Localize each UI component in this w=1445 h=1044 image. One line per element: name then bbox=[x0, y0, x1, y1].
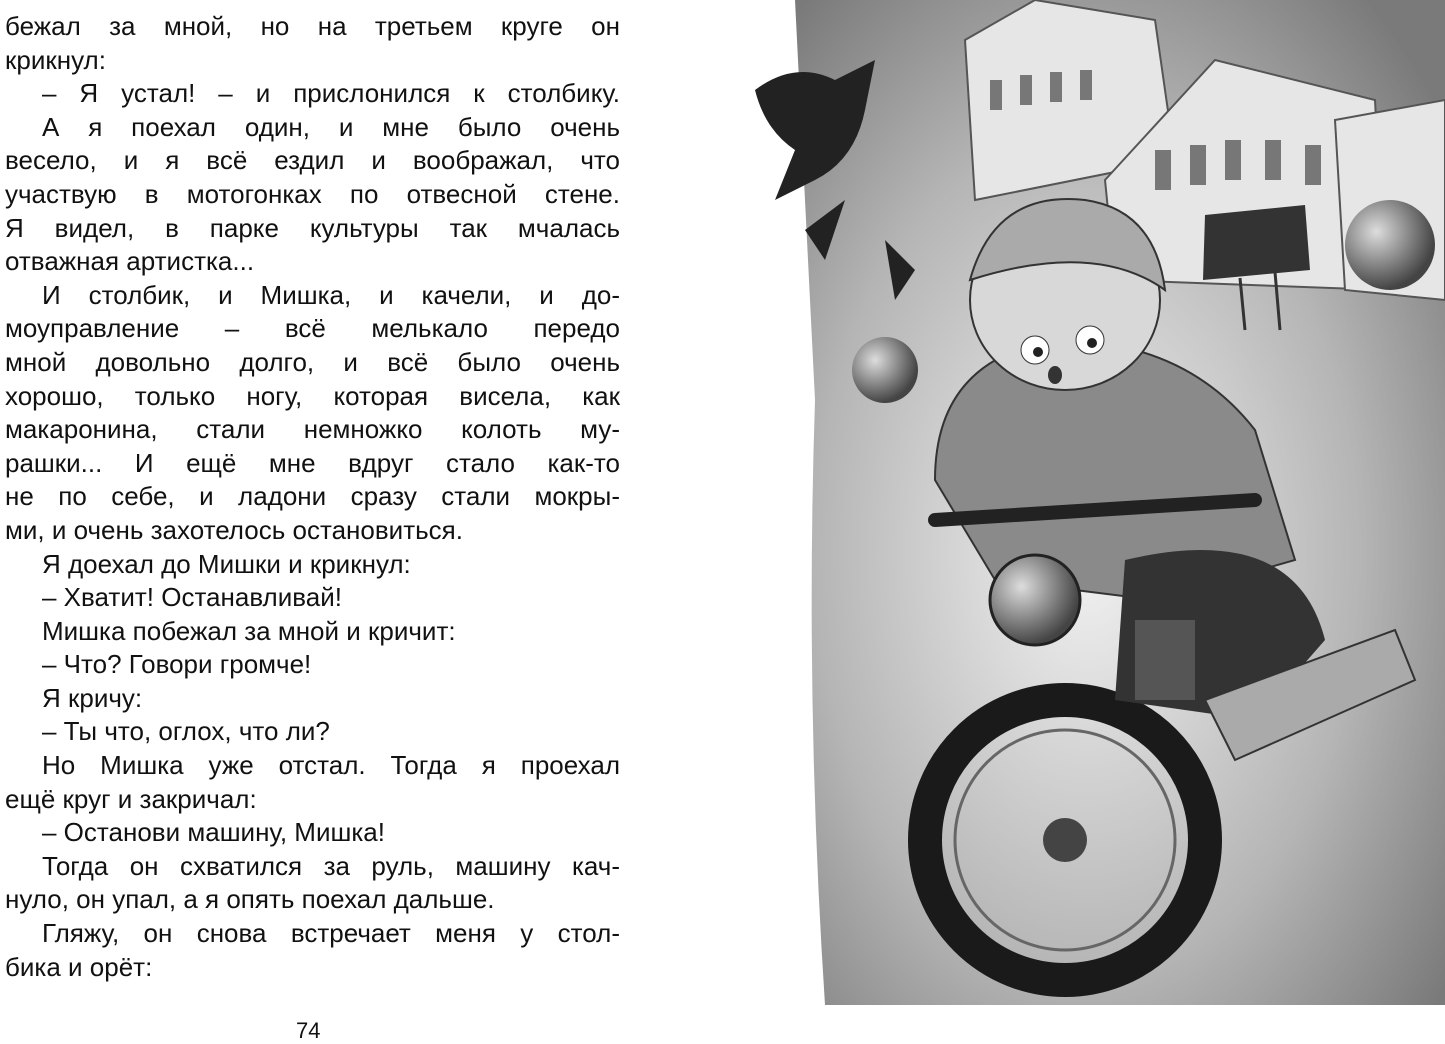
text-line: – Я устал! – и прислонился к столбику. bbox=[42, 78, 620, 109]
text-line: Мишка побежал за мной и кричит: bbox=[42, 615, 456, 646]
text-line: Гляжу, он снова встречает меня у стол- bbox=[42, 918, 620, 949]
text-line: – Хватит! Останавливай! bbox=[42, 582, 342, 613]
text-line: крикнул: bbox=[5, 44, 106, 75]
text-line: Я доехал до Мишки и крикнул: bbox=[42, 548, 411, 579]
text-line: Но Мишка уже отстал. Тогда я проехал bbox=[42, 750, 620, 781]
text-line: бика и орёт: bbox=[5, 951, 153, 982]
text-line: бежал за мной, но на третьем круге он bbox=[5, 11, 620, 41]
balloon bbox=[1345, 200, 1435, 290]
text-line: хорошо, только ногу, которая висела, как bbox=[5, 380, 620, 411]
balloon bbox=[852, 337, 918, 403]
text-line: не по себе, и ладони сразу стали мокры- bbox=[5, 481, 620, 512]
text-line: И столбик, и Мишка, и качели, и до- bbox=[42, 279, 620, 310]
text-line: отважная артистка... bbox=[5, 246, 255, 277]
text-line: Тогда он схватился за руль, машину кач- bbox=[42, 850, 620, 881]
text-line: рашки... И ещё мне вдруг стало как-то bbox=[5, 447, 620, 478]
road-sign bbox=[1203, 205, 1310, 280]
text-line: Я видел, в парке культуры так мчалась bbox=[5, 212, 620, 243]
story-text bbox=[5, 10, 620, 984]
text-line: – Что? Говори громче! bbox=[42, 649, 312, 680]
text-line: нуло, он упал, а я опять поехал дальше. bbox=[5, 884, 495, 915]
text-line: моуправление – всё мелькало передо bbox=[5, 313, 620, 344]
text-line: Я кричу: bbox=[42, 682, 143, 713]
text-line: А я поехал один, и мне было очень bbox=[42, 111, 620, 142]
illustration-boy-on-motorcycle bbox=[735, 0, 1445, 1005]
text-line: весело, и я всё ездил и воображал, что bbox=[5, 145, 620, 176]
page-number: 74 bbox=[296, 1018, 321, 1043]
text-line: участвую в мотогонках по отвесной стене. bbox=[5, 178, 620, 209]
text-line: ми, и очень захотелось остановиться. bbox=[5, 514, 463, 545]
text-line: макаронина, стали немножко колоть му- bbox=[5, 414, 620, 445]
text-line: – Ты что, оглох, что ли? bbox=[42, 716, 330, 747]
text-line: – Останови машину, Мишка! bbox=[42, 817, 385, 848]
text-line: мной довольно долго, и всё было очень bbox=[5, 346, 620, 377]
text-line: ещё круг и закричал: bbox=[5, 783, 257, 814]
